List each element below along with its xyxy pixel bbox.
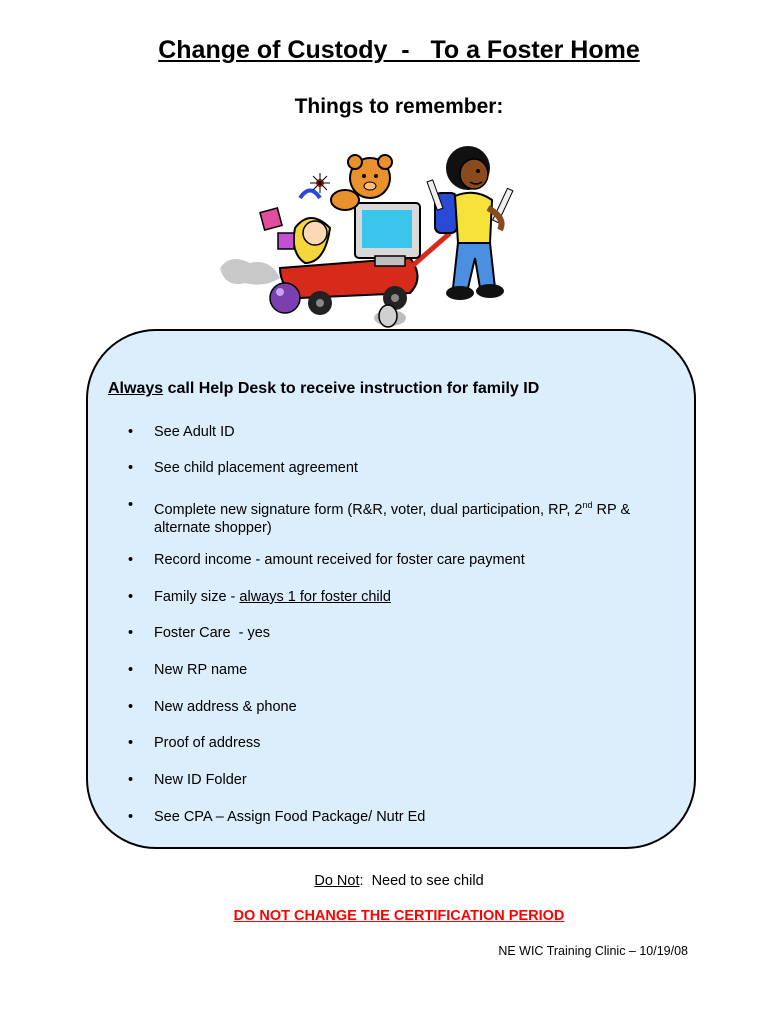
- heading-emphasis: Always: [108, 380, 164, 397]
- kid-wagon-clipart-icon: [210, 138, 530, 333]
- bullet-icon: •: [128, 497, 134, 513]
- certification-warning: DO NOT CHANGE THE CERTIFICATION PERIOD: [233, 908, 565, 924]
- heading-text: call Help Desk to receive instruction for family ID: [163, 380, 540, 397]
- bullet-icon: •: [128, 589, 134, 605]
- bullet-icon: •: [128, 625, 134, 641]
- bullet-icon: •: [128, 662, 134, 678]
- box-heading: [108, 380, 539, 398]
- bullet-icon: •: [128, 735, 134, 751]
- bullet-icon: •: [128, 809, 134, 825]
- bullet-icon: •: [128, 699, 134, 715]
- bullet-icon: •: [128, 772, 134, 788]
- bullet-icon: •: [128, 460, 134, 476]
- bullet-icon: •: [128, 424, 134, 440]
- footer-text: NE WIC Training Clinic – 10/19/08: [498, 944, 688, 958]
- do-not-note: Do Not: Need to see child: [314, 873, 484, 889]
- page-title: Change of Custody - To a Foster Home: [158, 36, 640, 64]
- bullet-icon: •: [128, 552, 134, 568]
- page-subtitle: Things to remember:: [294, 95, 504, 118]
